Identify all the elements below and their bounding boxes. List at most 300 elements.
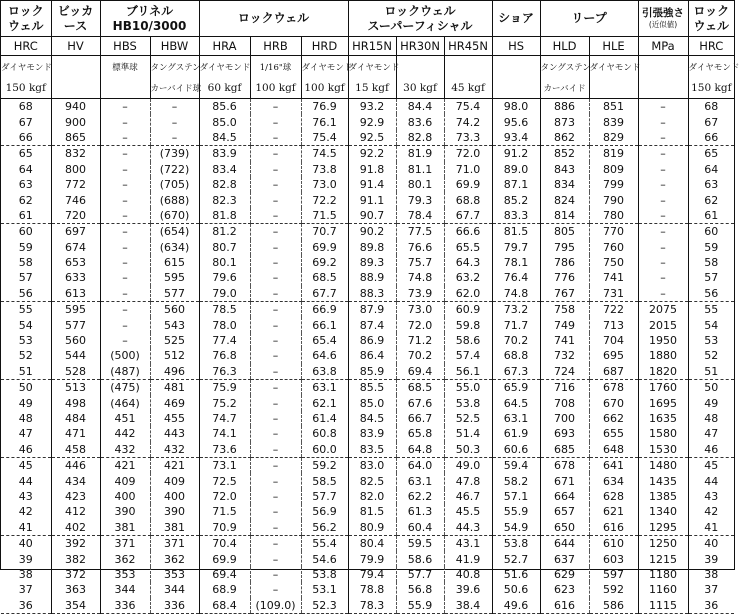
indenter-text-12: ダイヤモンド: [589, 62, 641, 73]
cell-hr15n: 92.2: [348, 146, 396, 162]
scale-cell-0: HRC: [1, 37, 51, 56]
cell-hbw: (670): [150, 208, 199, 224]
cell-hr45n: 44.3: [444, 520, 492, 536]
table-body: [1, 99, 734, 614]
cell-hr45n: 43.1: [444, 535, 492, 551]
cell-hrb: –: [250, 286, 301, 302]
cell-hrd: 72.2: [301, 192, 348, 207]
cell-hld: 741: [540, 333, 589, 348]
load-text-5: 100 kgf: [255, 81, 296, 94]
header-brinell: ブリネル HB10/3000: [100, 1, 199, 37]
cell-mpa: 1180: [638, 567, 688, 582]
cell-hr30n: 84.4: [396, 99, 444, 115]
indenter-cell-4: [199, 56, 250, 78]
cell-hrd: 53.1: [301, 582, 348, 597]
cell-hle: 839: [589, 114, 638, 129]
table-row: [1, 240, 734, 255]
indenter-cell-5: [250, 56, 301, 78]
table-row: [1, 99, 734, 115]
cell-hra: 85.6: [199, 99, 250, 115]
cell-hr45n: 41.9: [444, 551, 492, 566]
cell-hbs: 336: [100, 598, 150, 614]
cell-hld: 693: [540, 426, 589, 441]
cell-mpa: –: [638, 192, 688, 207]
cell-hrd: 64.6: [301, 348, 348, 363]
cell-hbs: –: [100, 317, 150, 332]
cell-hrd: 67.7: [301, 286, 348, 302]
cell-hrb: –: [250, 520, 301, 536]
cell-hbw: (654): [150, 224, 199, 240]
indenter-cell-10: [492, 56, 540, 78]
cell-hra: 83.4: [199, 162, 250, 177]
cell-hrd: 66.1: [301, 317, 348, 332]
cell-hra: 72.5: [199, 473, 250, 488]
cell-hv: 498: [51, 395, 100, 410]
cell-hrc: 50: [18, 381, 33, 395]
cell-hbw: 469: [150, 395, 199, 410]
indenter-cell-11: [540, 56, 589, 78]
cell-hrd: 66.9: [301, 302, 348, 318]
table-row: [1, 411, 734, 426]
cell-hv: 633: [51, 270, 100, 285]
table-row: [1, 457, 734, 473]
cell-hle: 851: [589, 99, 638, 115]
cell-hrb: –: [250, 364, 301, 380]
cell-hrc: 41: [1, 520, 51, 536]
cell-hrc: 42: [688, 504, 734, 519]
cell-hrd: 62.1: [301, 395, 348, 410]
table-row: [1, 598, 734, 614]
load-cell-7: [348, 77, 396, 99]
cell-hbw: 390: [150, 504, 199, 519]
cell-hr15n: 79.4: [348, 567, 396, 582]
cell-hr15n: 84.5: [348, 411, 396, 426]
cell-hld: 685: [540, 442, 589, 458]
cell-hld: 664: [540, 489, 589, 504]
cell-hbs: 421: [100, 457, 150, 473]
cell-hra: 75.9: [199, 380, 250, 396]
cell-hr45n: 75.4: [444, 99, 492, 115]
table-row: [1, 520, 734, 536]
cell-mpa: –: [638, 208, 688, 224]
cell-hrb: –: [250, 457, 301, 473]
cell-hbw: 336: [150, 598, 199, 614]
cell-hrb: –: [250, 114, 301, 129]
indenter-cell-3: [150, 56, 199, 78]
cell-mpa: –: [638, 162, 688, 177]
cell-hbw: (705): [150, 177, 199, 192]
cell-hle: 713: [589, 317, 638, 332]
cell-hrd: 63.8: [301, 364, 348, 380]
cell-hrd: 69.2: [301, 255, 348, 270]
cell-hra: 72.0: [199, 489, 250, 504]
indenter-text-7: ダイヤモンド: [348, 62, 400, 73]
cell-hrc: 60: [688, 224, 734, 240]
cell-hs: 49.6: [492, 598, 540, 614]
cell-mpa: –: [638, 146, 688, 162]
cell-hr30n: 76.6: [396, 240, 444, 255]
cell-hbw: 560: [150, 302, 199, 318]
cell-hra: 78.0: [199, 317, 250, 332]
cell-hr30n: 55.9: [396, 598, 444, 614]
cell-hrc: 36: [688, 598, 734, 614]
scale-cell-7: HR15N: [348, 37, 396, 56]
cell-hs: 53.8: [492, 535, 540, 551]
cell-hr45n: 45.5: [444, 504, 492, 519]
cell-hv: 392: [51, 535, 100, 551]
cell-hrb: –: [250, 99, 301, 115]
cell-hra: 69.9: [199, 551, 250, 566]
cell-hrc: 52: [18, 349, 33, 363]
cell-hrc: 43: [688, 489, 734, 504]
cell-hra: 81.8: [199, 208, 250, 224]
cell-hrc: 40: [688, 535, 734, 551]
cell-hr15n: 82.0: [348, 489, 396, 504]
cell-hbs: –: [100, 177, 150, 192]
header-vickers: ビッカ ース: [51, 1, 100, 37]
cell-hrb: –: [250, 442, 301, 458]
cell-hv: 940: [51, 99, 100, 115]
cell-hr45n: 53.8: [444, 395, 492, 410]
cell-hv: 372: [51, 567, 100, 582]
cell-hr15n: 85.5: [348, 380, 396, 396]
cell-hv: 354: [51, 598, 100, 614]
cell-hrb: –: [250, 567, 301, 582]
indenter-cell-13: [638, 56, 688, 78]
cell-hrc: 54: [18, 318, 33, 332]
scale-cell-9: HR45N: [444, 37, 492, 56]
cell-hr45n: 52.5: [444, 411, 492, 426]
cell-hra: 74.7: [199, 411, 250, 426]
cell-hr15n: 85.9: [348, 364, 396, 380]
cell-hrc: 66: [1, 130, 51, 146]
cell-mpa: 1295: [638, 520, 688, 536]
cell-hr45n: 51.4: [444, 426, 492, 441]
cell-hs: 87.1: [492, 177, 540, 192]
cell-mpa: –: [638, 255, 688, 270]
cell-hv: 613: [51, 286, 100, 302]
table-row: [1, 535, 734, 551]
cell-hbw: 543: [150, 317, 199, 332]
cell-hr15n: 93.2: [348, 99, 396, 115]
cell-hr30n: 58.6: [396, 551, 444, 566]
cell-hr30n: 82.8: [396, 130, 444, 146]
table-row: [1, 348, 734, 363]
header-shore: ショア: [492, 1, 540, 37]
cell-hv: 471: [51, 426, 100, 441]
cell-hrb: –: [250, 395, 301, 410]
header-leeb: リープ: [540, 1, 638, 37]
header-rockwell-left: ロック ウェル: [1, 1, 51, 37]
cell-hrb: –: [250, 582, 301, 597]
cell-hbw: –: [150, 130, 199, 146]
cell-hv: 513: [51, 380, 100, 396]
cell-hbs: 362: [100, 551, 150, 566]
cell-hbs: 409: [100, 473, 150, 488]
cell-hrc: 64: [688, 162, 734, 177]
cell-hrc: 67: [18, 115, 33, 129]
cell-hle: 819: [589, 146, 638, 162]
cell-hld: 708: [540, 395, 589, 410]
cell-hrc: 53: [18, 334, 33, 348]
cell-hra: 79.0: [199, 286, 250, 302]
cell-hr45n: 50.3: [444, 442, 492, 458]
cell-hr30n: 81.9: [396, 146, 444, 162]
cell-hra: 82.3: [199, 192, 250, 207]
cell-hld: 852: [540, 146, 589, 162]
cell-hrd: 52.3: [301, 598, 348, 614]
cell-hld: 886: [540, 99, 589, 115]
cell-hrc: 58: [688, 255, 734, 270]
indenter-cell-2: [100, 56, 150, 78]
cell-hbs: 353: [100, 567, 150, 582]
cell-mpa: 1385: [638, 489, 688, 504]
table-row: [1, 130, 734, 146]
cell-hrd: 63.1: [301, 380, 348, 396]
cell-hrc: 58: [18, 256, 33, 270]
cell-hr30n: 83.6: [396, 114, 444, 129]
load-text-4: 60 kgf: [207, 81, 242, 94]
cell-hr15n: 87.9: [348, 302, 396, 318]
cell-hbs: 344: [100, 582, 150, 597]
table-row: [1, 177, 734, 192]
cell-mpa: 1435: [638, 473, 688, 488]
cell-hrc: 41: [688, 520, 734, 536]
cell-hr30n: 75.7: [396, 255, 444, 270]
cell-hle: 678: [589, 380, 638, 396]
cell-mpa: 1635: [638, 411, 688, 426]
cell-hbw: 344: [150, 582, 199, 597]
cell-hs: 91.2: [492, 146, 540, 162]
indenter-cell-12: [589, 56, 641, 78]
table-row: [1, 317, 734, 332]
cell-hbs: 400: [100, 489, 150, 504]
cell-hr30n: 63.1: [396, 473, 444, 488]
cell-hrb: –: [250, 380, 301, 396]
cell-hra: 75.2: [199, 395, 250, 410]
tensile-title: 引張強さ: [642, 6, 685, 19]
cell-hbw: (739): [150, 146, 199, 162]
cell-hra: 84.5: [199, 130, 250, 146]
cell-hrd: 71.5: [301, 208, 348, 224]
load-cell-13: [638, 77, 688, 99]
cell-hr15n: 80.9: [348, 520, 396, 536]
cell-hld: 795: [540, 240, 589, 255]
cell-mpa: 1340: [638, 504, 688, 519]
cell-hs: 85.2: [492, 192, 540, 207]
load-cell-1: [51, 77, 100, 99]
cell-mpa: –: [638, 114, 688, 129]
cell-hrc: 56: [1, 286, 51, 302]
cell-hle: 770: [589, 224, 638, 240]
cell-hv: 595: [51, 302, 100, 318]
cell-hle: 687: [589, 364, 638, 380]
cell-hr30n: 73.0: [396, 302, 444, 318]
scale-cell-6: HRD: [301, 37, 348, 56]
cell-hr15n: 92.9: [348, 114, 396, 129]
header-tensile-strength: [638, 1, 688, 37]
cell-hrd: 65.4: [301, 333, 348, 348]
indenter-cell-6: [301, 56, 353, 78]
cell-hr45n: 57.4: [444, 348, 492, 363]
cell-hs: 54.9: [492, 520, 540, 536]
cell-hle: 621: [589, 504, 638, 519]
cell-hr45n: 46.7: [444, 489, 492, 504]
cell-hbw: (634): [150, 240, 199, 255]
cell-hra: 70.4: [199, 535, 250, 551]
cell-hs: 73.2: [492, 302, 540, 318]
cell-hra: 76.3: [199, 364, 250, 380]
cell-hrd: 60.0: [301, 442, 348, 458]
load-cell-9: [444, 77, 492, 99]
cell-hr30n: 62.2: [396, 489, 444, 504]
cell-hle: 586: [589, 598, 638, 614]
cell-hrb: –: [250, 348, 301, 363]
cell-hrb: –: [250, 146, 301, 162]
cell-hrb: (109.0): [250, 598, 301, 614]
cell-hv: 484: [51, 411, 100, 426]
cell-hr30n: 74.8: [396, 270, 444, 285]
cell-hle: 597: [589, 567, 638, 582]
indenter-cell-9: [444, 56, 492, 78]
cell-hs: 93.4: [492, 130, 540, 146]
cell-hr45n: 38.4: [444, 598, 492, 614]
cell-hld: 786: [540, 255, 589, 270]
cell-hs: 74.8: [492, 286, 540, 302]
cell-mpa: 1820: [638, 364, 688, 380]
cell-hr15n: 82.5: [348, 473, 396, 488]
cell-hrc: 66: [688, 130, 734, 146]
load-text-6: 100 kgf: [304, 81, 345, 94]
cell-hbw: 577: [150, 286, 199, 302]
cell-hrc: 57: [688, 270, 734, 285]
cell-hrc: 50: [688, 380, 734, 396]
cell-hle: 610: [589, 535, 638, 551]
cell-hr15n: 90.7: [348, 208, 396, 224]
load-text-8: 30 kgf: [403, 81, 437, 94]
table-row: [1, 224, 734, 240]
cell-hr30n: 60.4: [396, 520, 444, 536]
cell-hrc: 39: [18, 552, 33, 566]
cell-hrd: 68.5: [301, 270, 348, 285]
cell-hbw: 409: [150, 473, 199, 488]
scale-cell-1: HV: [51, 37, 100, 56]
cell-hle: 634: [589, 473, 638, 488]
cell-hra: 78.5: [199, 302, 250, 318]
cell-hrd: 73.8: [301, 162, 348, 177]
cell-hrc: 65: [18, 147, 33, 161]
cell-mpa: –: [638, 270, 688, 285]
indenter-text-14: ダイヤモンド: [688, 62, 739, 73]
cell-hr30n: 65.8: [396, 426, 444, 441]
cell-hr30n: 68.5: [396, 380, 444, 396]
cell-hld: 671: [540, 473, 589, 488]
cell-hrc: 52: [688, 348, 734, 363]
cell-hr15n: 91.8: [348, 162, 396, 177]
cell-hbw: 481: [150, 380, 199, 396]
cell-hrd: 73.0: [301, 177, 348, 192]
cell-hs: 61.9: [492, 426, 540, 441]
cell-hbs: 390: [100, 504, 150, 519]
cell-hrb: –: [250, 535, 301, 551]
cell-hr15n: 83.5: [348, 442, 396, 458]
cell-mpa: –: [638, 224, 688, 240]
load-row: [1, 77, 734, 99]
cell-hld: 873: [540, 114, 589, 129]
cell-hr30n: 70.2: [396, 348, 444, 363]
cell-hr45n: 60.9: [444, 302, 492, 318]
cell-hra: 82.8: [199, 177, 250, 192]
cell-hld: 805: [540, 224, 589, 240]
cell-mpa: 1580: [638, 426, 688, 441]
scale-cell-13: MPa: [638, 37, 688, 56]
cell-hrd: 56.9: [301, 504, 348, 519]
cell-hbw: (688): [150, 192, 199, 207]
cell-hrb: –: [250, 333, 301, 348]
cell-hle: 662: [589, 411, 638, 426]
table-row: [1, 504, 734, 519]
indenter-text-6: ダイヤモンド: [301, 62, 353, 73]
cell-hbs: –: [100, 162, 150, 177]
cell-hr45n: 39.6: [444, 582, 492, 597]
cell-hbw: 455: [150, 411, 199, 426]
cell-hr30n: 64.0: [396, 457, 444, 473]
cell-hr15n: 90.2: [348, 224, 396, 240]
cell-hr45n: 71.0: [444, 162, 492, 177]
load-cell-6: [301, 77, 348, 99]
cell-hv: 577: [51, 317, 100, 332]
cell-hrb: –: [250, 162, 301, 177]
cell-hs: 60.6: [492, 442, 540, 458]
load-cell-10: [492, 77, 540, 99]
cell-hra: 77.4: [199, 333, 250, 348]
load-cell-5: [250, 77, 301, 99]
cell-hr30n: 80.1: [396, 177, 444, 192]
table-row: [1, 442, 734, 458]
cell-hr45n: 40.8: [444, 567, 492, 582]
cell-hs: 89.0: [492, 162, 540, 177]
cell-hv: 720: [51, 208, 100, 224]
indenter2-text-3: カーバイド球: [150, 83, 202, 94]
load-cell-12: [589, 77, 638, 99]
cell-hra: 73.6: [199, 442, 250, 458]
cell-hbs: (475): [100, 380, 150, 396]
cell-hbw: 512: [150, 348, 199, 363]
cell-hrb: –: [250, 411, 301, 426]
cell-hr15n: 89.3: [348, 255, 396, 270]
cell-hbs: (487): [100, 364, 150, 380]
cell-hv: 900: [51, 114, 100, 129]
cell-hld: 616: [540, 598, 589, 614]
cell-hr30n: 77.5: [396, 224, 444, 240]
cell-hr15n: 83.9: [348, 426, 396, 441]
cell-hrc: 56: [688, 286, 734, 302]
scale-cell-3: HBW: [150, 37, 199, 56]
cell-hrc: 45: [688, 457, 734, 473]
cell-hld: 700: [540, 411, 589, 426]
scale-cell-10: HS: [492, 37, 540, 56]
cell-hra: 83.9: [199, 146, 250, 162]
cell-hrc: 53: [688, 333, 734, 348]
cell-hrb: –: [250, 240, 301, 255]
cell-hrc: 39: [688, 551, 734, 566]
cell-hv: 772: [51, 177, 100, 192]
cell-hra: 71.5: [199, 504, 250, 519]
cell-hrc: 48: [688, 411, 734, 426]
cell-hrc: 62: [18, 193, 33, 207]
load-cell-0: [1, 77, 51, 99]
cell-hv: 697: [51, 224, 100, 240]
